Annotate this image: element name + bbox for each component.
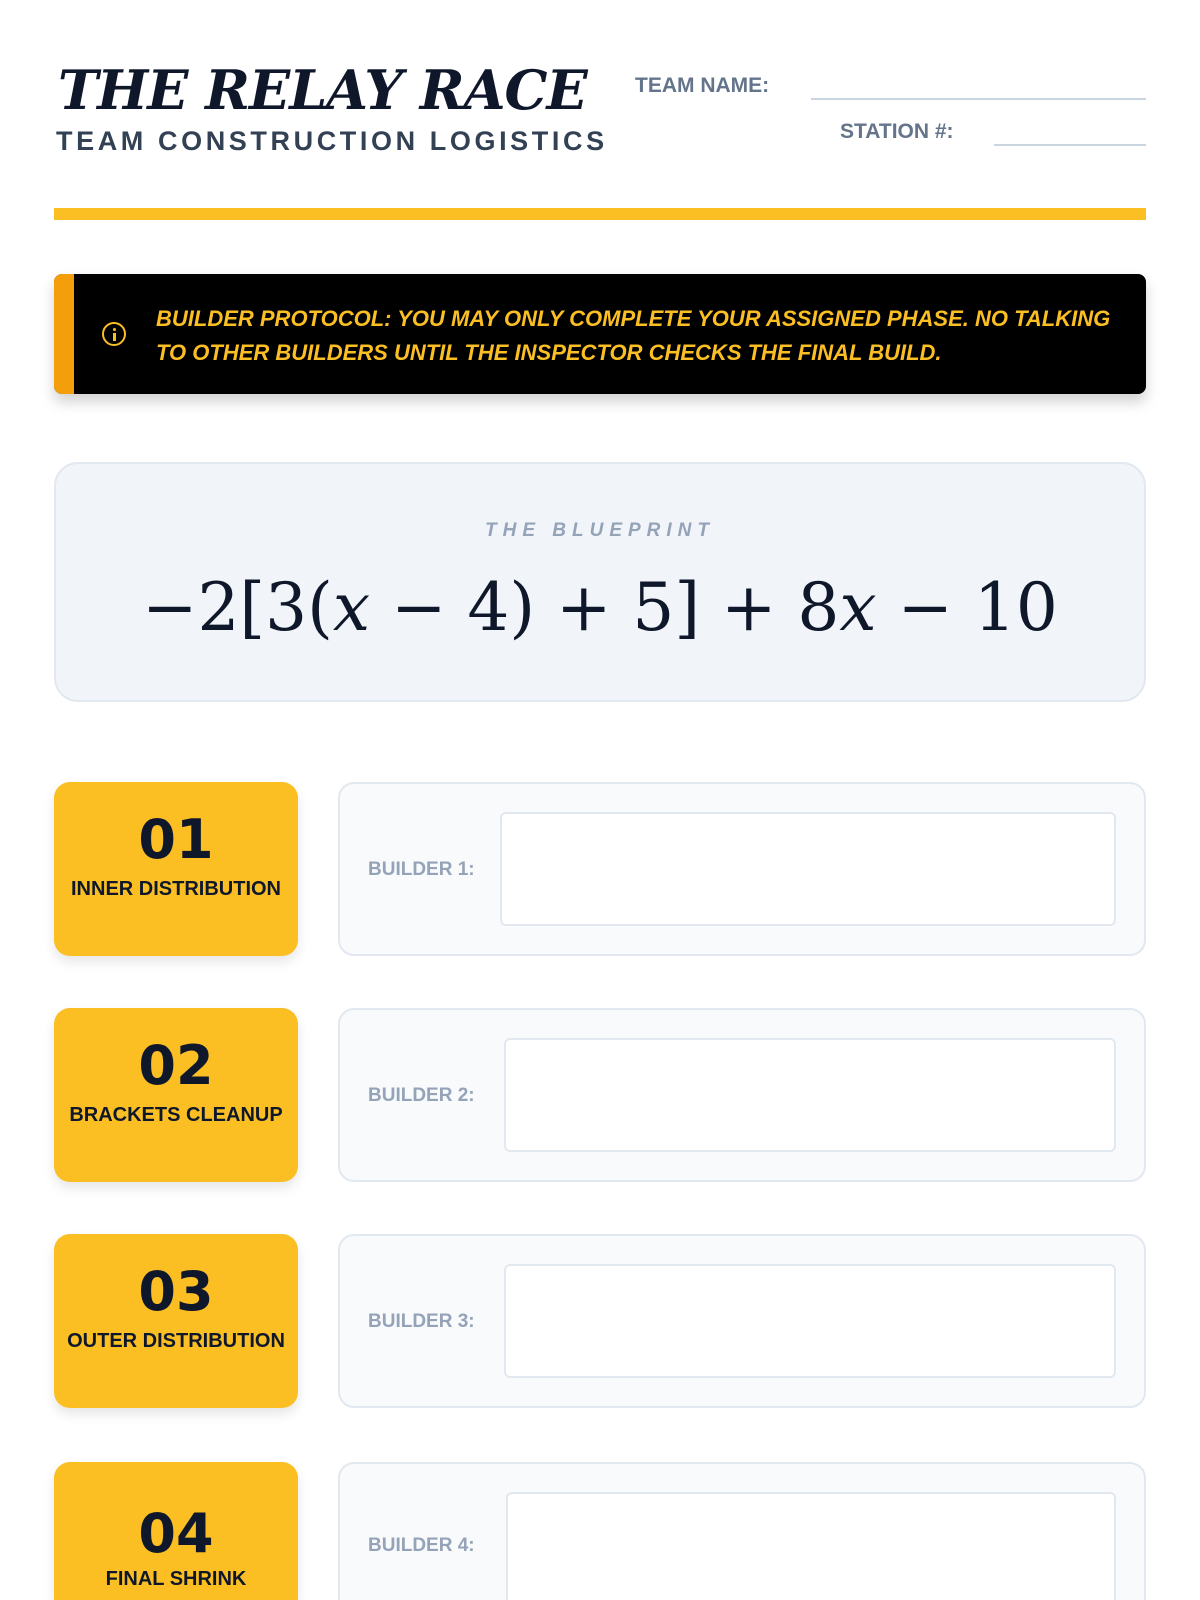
header-divider <box>54 208 1146 220</box>
blueprint-label: THE BLUEPRINT <box>485 520 715 541</box>
page-subtitle: TEAM CONSTRUCTION LOGISTICS <box>56 126 608 156</box>
phase-number: 02 <box>138 1034 214 1097</box>
builder-2-answer-field[interactable] <box>504 1038 1116 1152</box>
phase-number: 04 <box>138 1502 214 1565</box>
phase-card-3 <box>54 1234 298 1408</box>
protocol-text: BUILDER PROTOCOL: YOU MAY ONLY COMPLETE YOUR ASSIGNED PHASE. NO TALKING TO OTHER BUILDERS UNTIL THE INSPECTOR CHECKS THE FINAL BUILD. <box>156 306 1111 365</box>
info-icon <box>102 322 126 346</box>
builder-panel-4 <box>338 1462 1146 1600</box>
phase-name: OUTER DISTRIBUTION <box>67 1330 285 1352</box>
builder-3-answer-field[interactable] <box>504 1264 1116 1378</box>
builder-4-answer-field[interactable] <box>506 1492 1116 1600</box>
phase-name: FINAL SHRINK <box>105 1568 247 1590</box>
builder-1-answer-field[interactable] <box>500 812 1116 926</box>
phase-number: 01 <box>138 808 214 871</box>
phase-card-4 <box>54 1462 298 1600</box>
builder-panel-2 <box>338 1008 1146 1182</box>
builder-label: BUILDER 4: <box>368 1535 475 1556</box>
station-label: STATION #: <box>840 120 954 143</box>
builder-panel-3 <box>338 1234 1146 1408</box>
page-title: THE RELAY RACE <box>58 58 587 122</box>
builder-label: BUILDER 3: <box>368 1311 475 1332</box>
phase-card-2 <box>54 1008 298 1182</box>
protocol-banner <box>54 274 1146 394</box>
phase-name: INNER DISTRIBUTION <box>71 878 281 900</box>
station-field[interactable] <box>994 144 1146 146</box>
banner-stripe <box>54 274 74 394</box>
team-name-label: TEAM NAME: <box>635 74 770 97</box>
blueprint-expression: −2[3(𝑥 − 4) + 5] + 8𝑥 − 10 <box>142 569 1058 646</box>
builder-label: BUILDER 2: <box>368 1085 475 1106</box>
page-header <box>54 58 1146 168</box>
builder-label: BUILDER 1: <box>368 859 475 880</box>
team-name-field[interactable] <box>811 98 1146 100</box>
phase-number: 03 <box>138 1260 214 1323</box>
phase-card-1 <box>54 782 298 956</box>
blueprint-card <box>54 462 1146 702</box>
builder-panel-1 <box>338 782 1146 956</box>
phase-name: BRACKETS CLEANUP <box>69 1104 283 1126</box>
